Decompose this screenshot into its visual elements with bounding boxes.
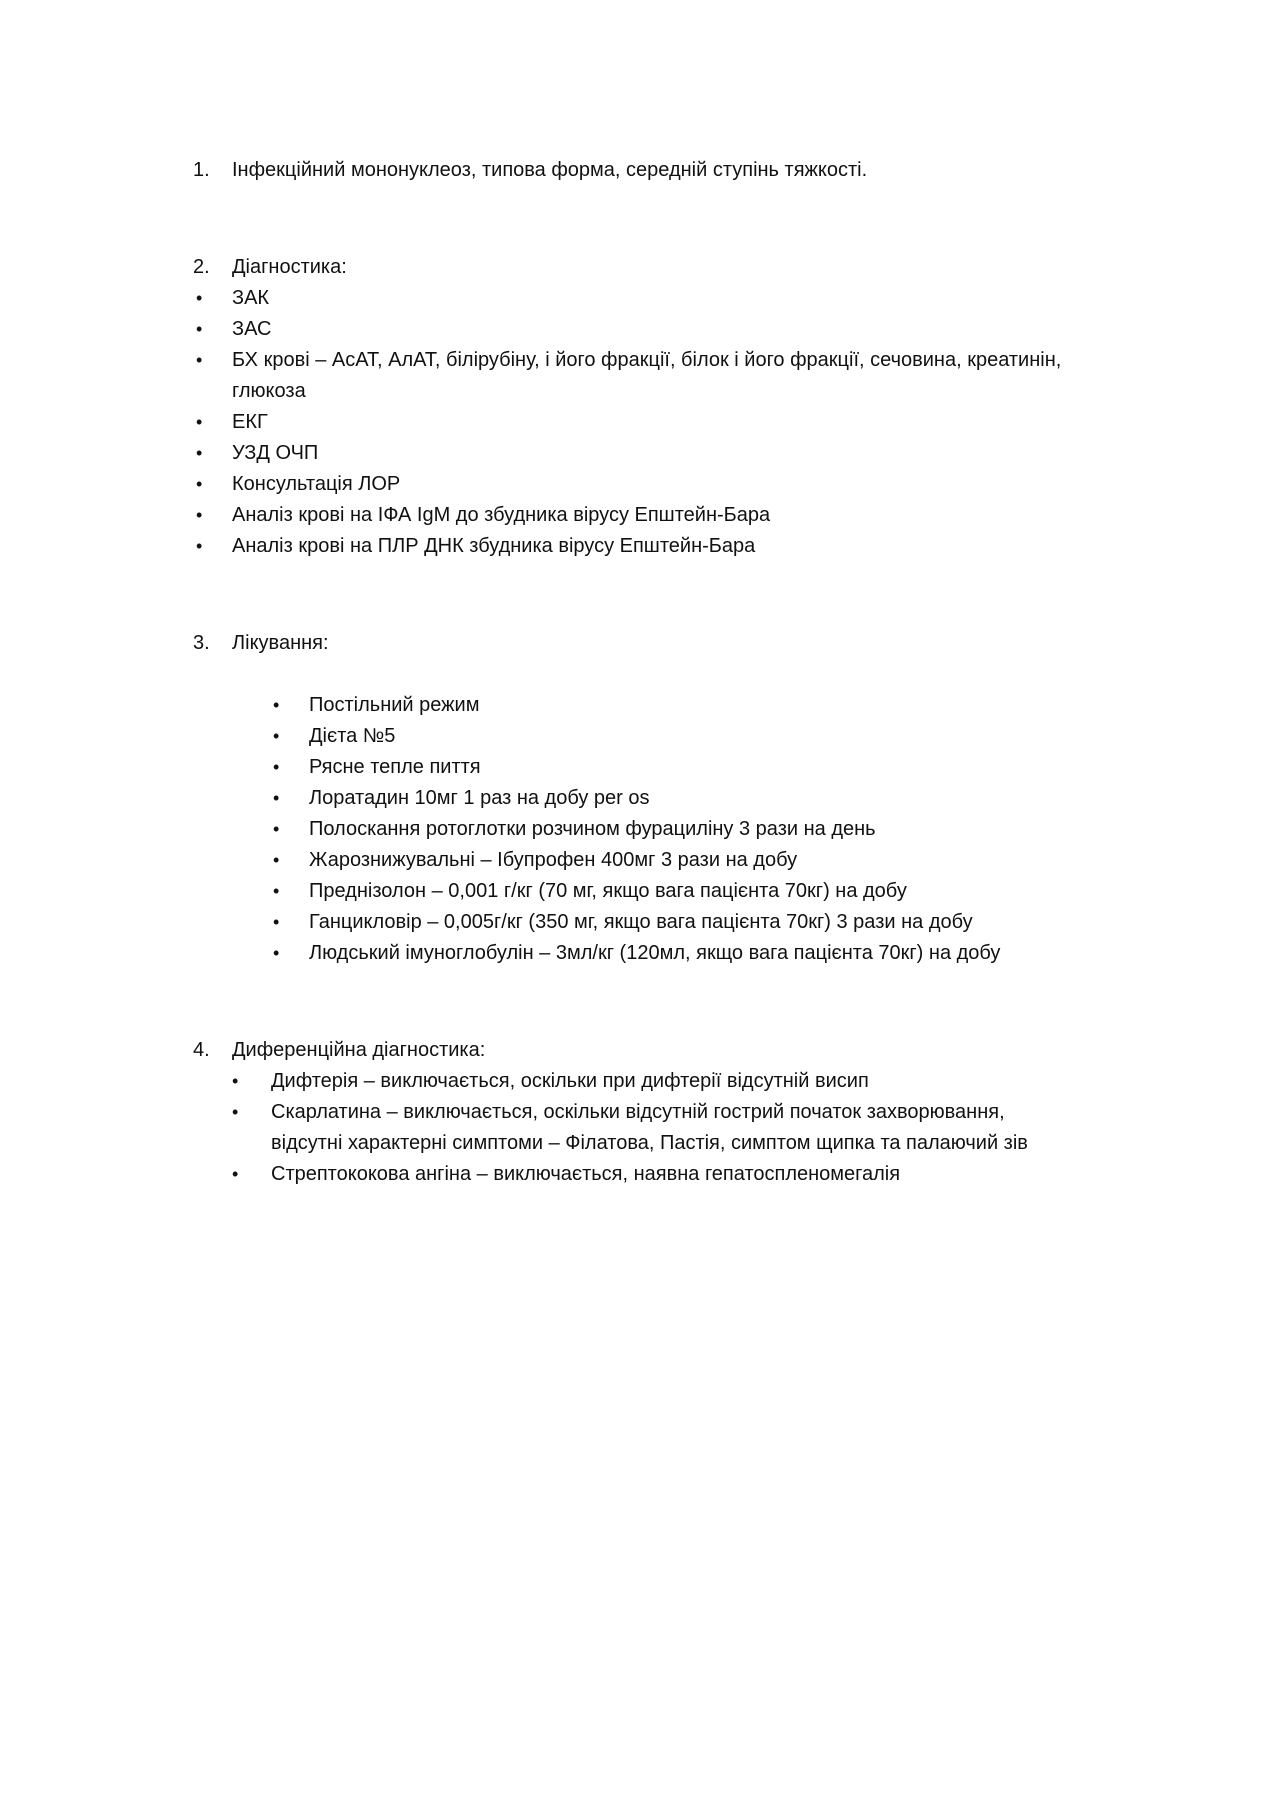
- section1-number: 1.: [193, 159, 210, 181]
- diagnostics-item-continuation: глюкоза: [232, 380, 306, 402]
- section4-number: 4.: [193, 1039, 210, 1061]
- bullet-icon: •: [196, 350, 203, 370]
- treatment-item: Лоратадин 10мг 1 раз на добу per os: [309, 787, 650, 809]
- diagnostics-item: БХ крові – АсАТ, АлАТ, білірубіну, і його фракції, білок і його фракції, сечовина, креатинін,: [232, 349, 1062, 371]
- bullet-icon: •: [196, 536, 203, 556]
- bullet-icon: •: [273, 881, 280, 901]
- bullet-icon: •: [273, 850, 280, 870]
- bullet-icon: •: [273, 788, 280, 808]
- diagnostics-item: ЗАК: [232, 287, 270, 309]
- bullet-icon: •: [196, 505, 203, 525]
- diagnostics-item: Аналіз крові на ПЛР ДНК збудника вірусу Епштейн-Бара: [232, 535, 756, 557]
- treatment-item: Людський імуноглобулін – 3мл/кг (120мл, якщо вага пацієнта 70кг) на добу: [309, 942, 1001, 964]
- bullet-icon: •: [232, 1164, 239, 1184]
- differential-item: Скарлатина – виключається, оскільки відсутній гострий початок захворювання,: [271, 1101, 1005, 1123]
- diagnostics-item: ЗАС: [232, 318, 272, 340]
- bullet-icon: •: [232, 1102, 239, 1122]
- section4-heading: Диференційна діагностика:: [232, 1039, 486, 1061]
- treatment-item: Постільний режим: [309, 694, 480, 716]
- bullet-icon: •: [273, 695, 280, 715]
- treatment-item: Рясне тепле пиття: [309, 756, 481, 778]
- treatment-item: Жарознижувальні – Ібупрофен 400мг 3 рази на добу: [309, 849, 798, 871]
- bullet-icon: •: [273, 726, 280, 746]
- diagnostics-item: Консультація ЛОР: [232, 473, 401, 495]
- differential-item: Дифтерія – виключається, оскільки при дифтерії відсутній висип: [271, 1070, 869, 1092]
- diagnostics-item: УЗД ОЧП: [232, 442, 319, 464]
- bullet-icon: •: [196, 319, 203, 339]
- bullet-icon: •: [273, 912, 280, 932]
- treatment-item: Полоскання ротоглотки розчином фурациліну 3 рази на день: [309, 818, 876, 840]
- bullet-icon: •: [273, 819, 280, 839]
- bullet-icon: •: [196, 474, 203, 494]
- treatment-item: Дієта №5: [309, 725, 396, 747]
- bullet-icon: •: [273, 943, 280, 963]
- bullet-icon: •: [196, 412, 203, 432]
- section2-heading: Діагностика:: [232, 256, 347, 278]
- differential-item: Стрептококова ангіна – виключається, наявна гепатоспленомегалія: [271, 1163, 901, 1185]
- section3-heading: Лікування:: [232, 632, 329, 654]
- diagnostics-item: Аналіз крові на ІФА IgM до збудника вірусу Епштейн-Бара: [232, 504, 771, 526]
- bullet-icon: •: [196, 288, 203, 308]
- bullet-icon: •: [196, 443, 203, 463]
- treatment-item: Ганцикловір – 0,005г/кг (350 мг, якщо вага пацієнта 70кг) 3 рази на добу: [309, 911, 973, 933]
- section3-number: 3.: [193, 632, 210, 654]
- bullet-icon: •: [273, 757, 280, 777]
- treatment-item: Преднізолон – 0,001 г/кг (70 мг, якщо вага пацієнта 70кг) на добу: [309, 880, 907, 902]
- bullet-icon: •: [232, 1071, 239, 1091]
- section1-text: Інфекційний мононуклеоз, типова форма, середній ступінь тяжкості.: [232, 159, 868, 181]
- diagnostics-item: ЕКГ: [232, 411, 268, 433]
- differential-item-continuation: відсутні характерні симптоми – Філатова, Пастія, симптом щипка та палаючий зів: [271, 1132, 1028, 1154]
- section2-number: 2.: [193, 256, 210, 278]
